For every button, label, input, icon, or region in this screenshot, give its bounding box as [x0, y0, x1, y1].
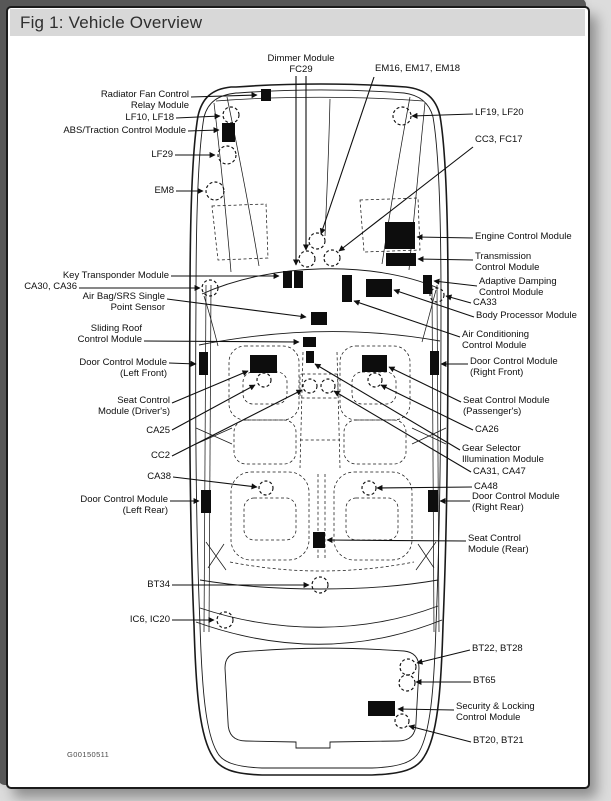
callout-label-ca26: CA26: [475, 424, 499, 435]
callout-line-ca26: [381, 385, 473, 430]
callout-label-adaptive-damping: Adaptive Damping Control Module: [479, 276, 557, 298]
marker-lf29: [218, 146, 236, 164]
callout-label-bt65: BT65: [473, 675, 496, 686]
marker-door-control-module-right-rear: [428, 490, 438, 512]
callout-label-seat-rear: Seat Control Module (Rear): [468, 533, 529, 555]
callout-label-dimmer-fc29: Dimmer Module FC29: [267, 53, 335, 75]
callout-line-body-processor: [394, 290, 474, 317]
marker-door-control-module-left-front: [199, 352, 208, 375]
callout-label-key-transponder: Key Transponder Module: [62, 270, 169, 281]
marker-dimmer-module: [283, 271, 292, 288]
marker-ca48: [362, 481, 376, 495]
car-outline-art: [190, 84, 448, 775]
callout-label-seat-passenger: Seat Control Module (Passenger's): [463, 395, 550, 417]
callout-label-ca33: CA33: [473, 297, 497, 308]
callout-line-cc2: [172, 390, 302, 456]
callout-label-cc2: CC2: [150, 450, 170, 461]
marker-bt65: [399, 675, 415, 691]
marker-ca26: [368, 373, 382, 387]
marker-ca38: [259, 481, 273, 495]
callout-line-abs-traction: [188, 130, 219, 131]
marker-gear-selector-illumination-module: [306, 351, 314, 363]
callout-label-gear-selector: Gear Selector Illumination Module: [462, 443, 544, 465]
marker-sliding-roof-control-module: [303, 337, 316, 347]
callout-line-security-locking: [398, 709, 454, 710]
callout-line-ca38: [173, 477, 257, 487]
callout-label-sliding-roof: Sliding Roof Control Module: [77, 323, 142, 345]
callout-label-abs-traction: ABS/Traction Control Module: [63, 125, 186, 136]
marker-ca31-ca47: [321, 379, 335, 393]
marker-seat-control-module-rear: [313, 532, 325, 548]
callout-line-ca31-ca47: [334, 391, 471, 472]
marker-em16-em17-em18: [309, 233, 325, 249]
callout-label-air-conditioning: Air Conditioning Control Module: [462, 329, 530, 351]
callout-label-cc3-fc17: CC3, FC17: [475, 134, 523, 145]
marker-adaptive-damping-control-module: [423, 275, 432, 294]
callout-line-em16-em17-em18: [321, 77, 374, 234]
marker-abs-traction-control-module: [222, 123, 235, 142]
marker-ca25: [257, 373, 271, 387]
callout-label-body-processor: Body Processor Module: [476, 310, 577, 321]
callout-label-door-left-rear: Door Control Module (Left Rear): [80, 494, 168, 516]
marker-cc3-fc17: [324, 250, 340, 266]
callout-label-ca38: CA38: [147, 471, 171, 482]
figure-code: G00150511: [67, 750, 110, 759]
callout-line-seat-passenger: [389, 367, 461, 402]
callout-label-door-right-rear: Door Control Module (Right Rear): [472, 491, 560, 513]
callout-label-security-locking: Security & Locking Control Module: [456, 701, 535, 723]
marker-key-transponder-module: [294, 271, 303, 288]
callout-label-transmission-cm: Transmission Control Module: [475, 251, 540, 273]
callout-label-ca31-ca47: CA31, CA47: [473, 466, 526, 477]
callout-label-lf29: LF29: [151, 149, 173, 160]
marker-bt34: [312, 577, 328, 593]
callout-label-lf19-lf20: LF19, LF20: [475, 107, 524, 118]
callout-line-ca33: [446, 296, 471, 303]
callout-label-lf10-lf18: LF10, LF18: [125, 112, 174, 123]
callout-line-bt20-bt21: [409, 726, 471, 742]
marker-radiator-fan-relay-module: [261, 89, 271, 101]
marker-ic6-ic20: [217, 612, 233, 628]
callout-line-gear-selector: [315, 364, 460, 450]
marker-lf19-lf20: [393, 107, 411, 125]
marker-bt20-bt21: [395, 714, 409, 728]
callout-label-door-left-front: Door Control Module (Left Front): [79, 357, 167, 379]
marker-door-control-module-right-front: [430, 351, 439, 375]
callout-line-bt22-bt28: [417, 650, 470, 663]
callout-label-seat-driver: Seat Control Module (Driver's): [97, 395, 170, 417]
callout-label-door-right-front: Door Control Module (Right Front): [470, 356, 558, 378]
callout-label-ca30-ca36: CA30, CA36: [24, 281, 77, 292]
callout-label-em16-em17-em18: EM16, EM17, EM18: [375, 63, 461, 74]
marker-door-control-module-left-rear: [201, 490, 211, 513]
marker-bt22-bt28: [400, 659, 416, 675]
marker-seat-control-module-driver: [250, 355, 277, 373]
marker-air-conditioning-control-module: [342, 275, 352, 302]
callout-line-engine-cm: [417, 237, 473, 238]
marker-body-processor-module: [366, 279, 392, 297]
marker-engine-control-module: [385, 222, 415, 249]
callout-line-ca25: [172, 385, 255, 430]
marker-fc29: [299, 251, 315, 267]
callout-label-ic6-ic20: IC6, IC20: [129, 614, 170, 625]
marker-seat-control-module-passenger: [362, 355, 387, 372]
callout-line-door-left-front: [169, 363, 196, 364]
callout-line-adaptive-damping: [434, 281, 477, 286]
callout-line-lf19-lf20: [412, 114, 473, 116]
callout-line-ca48: [377, 487, 472, 488]
callout-label-bt22-bt28: BT22, BT28: [472, 643, 523, 654]
marker-em8: [206, 182, 224, 200]
callout-label-radiator-fan-relay: Radiator Fan Control Relay Module: [100, 89, 189, 111]
figure-title: Fig 1: Vehicle Overview: [20, 12, 203, 32]
marker-transmission-control-module: [386, 253, 416, 266]
marker-cc2: [303, 379, 317, 393]
callout-label-ca25: CA25: [146, 425, 170, 436]
callout-label-airbag-srs: Air Bag/SRS Single Point Sensor: [82, 291, 165, 313]
callout-line-sliding-roof: [144, 341, 299, 342]
marker-security-locking-control-module: [368, 701, 395, 716]
callout-label-ca48: CA48: [474, 481, 498, 492]
callout-line-transmission-cm: [418, 259, 473, 260]
callout-label-bt20-bt21: BT20, BT21: [473, 735, 524, 746]
callout-label-bt34: BT34: [147, 579, 170, 590]
callout-label-engine-cm: Engine Control Module: [475, 231, 572, 242]
callout-label-em8: EM8: [154, 185, 174, 196]
callout-line-airbag-srs: [167, 299, 306, 317]
marker-air-bag-srs-single-point-sensor: [311, 312, 327, 325]
